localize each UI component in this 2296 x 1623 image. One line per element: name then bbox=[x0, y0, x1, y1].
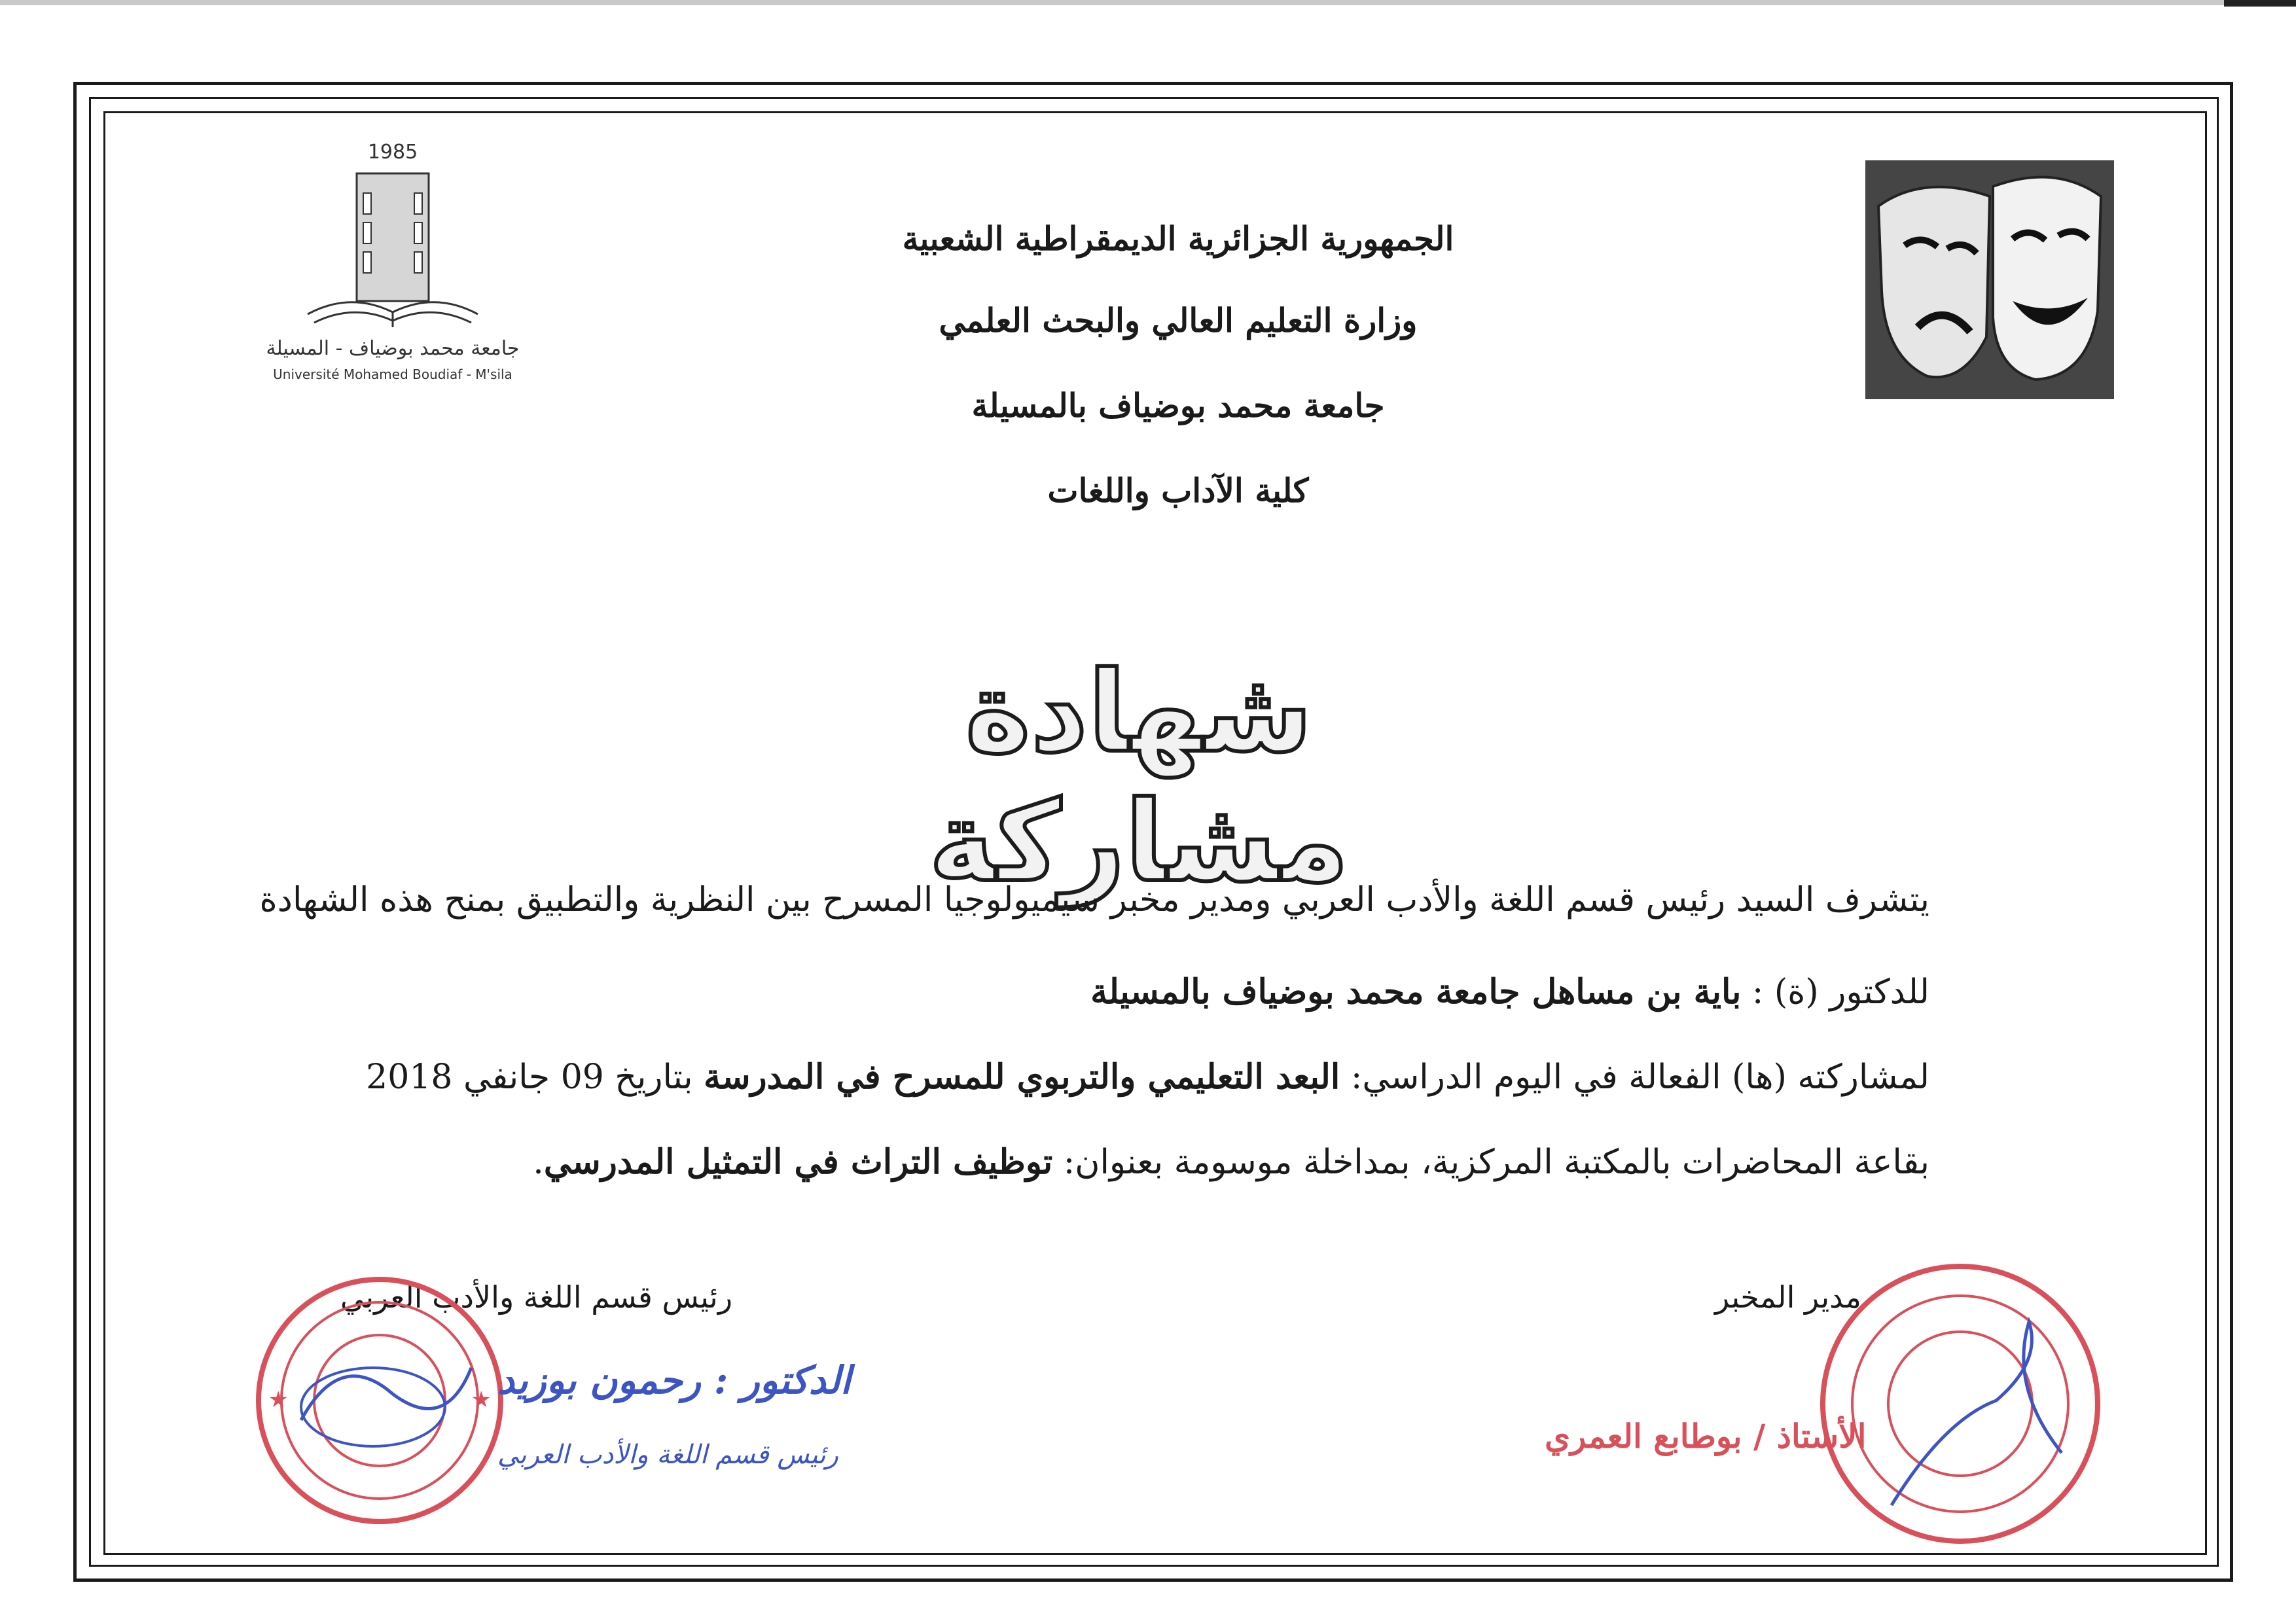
event-prefix: لمشاركته (ها) الفعالة في اليوم الدراسي: bbox=[1340, 1058, 1929, 1097]
body-line-2 bbox=[1090, 972, 1929, 1012]
header-university: جامعة محمد بوضياف بالمسيلة bbox=[971, 386, 1385, 425]
university-logo bbox=[262, 141, 524, 389]
event-date: بتاريخ 09 جانفي 2018 bbox=[366, 1058, 704, 1097]
recipient-name: باية بن مساهل جامعة محمد بوضياف بالمسيلة bbox=[1090, 972, 1742, 1012]
logo-year: 1985 bbox=[367, 141, 418, 164]
body-line-1: يتشرف السيد رئيس قسم اللغة والأدب العربي ومدير مخبر سيميولوجيا المسرح بين النظرية والتطبيق بمنح هذه الشهادة bbox=[259, 880, 1929, 919]
department-head-role: رئيس قسم اللغة والأدب العربي bbox=[497, 1440, 838, 1470]
logo-name-arabic: جامعة محمد بوضياف - المسيلة bbox=[266, 337, 520, 360]
recipient-prefix: للدكتور (ة) : bbox=[1741, 972, 1929, 1012]
presentation-title: توظيف التراث في التمثيل المدرسي bbox=[543, 1142, 1053, 1182]
header-ministry: وزارة التعليم العالي والبحث العلمي bbox=[939, 301, 1418, 340]
scan-corner-mark bbox=[2224, 0, 2296, 7]
theatre-masks-image bbox=[1865, 160, 2114, 399]
svg-text:★: ★ bbox=[268, 1387, 289, 1413]
scan-edge bbox=[0, 0, 2296, 5]
body-line-4 bbox=[533, 1142, 1929, 1182]
body-line-3 bbox=[366, 1057, 1929, 1097]
department-stamp bbox=[249, 1270, 511, 1531]
event-topic: البعد التعليمي والتربوي للمسرح في المدرسة bbox=[704, 1057, 1340, 1097]
header-republic: الجمهورية الجزائرية الديمقراطية الشعبية bbox=[902, 219, 1454, 258]
certificate-title: شهادة مشاركة bbox=[929, 648, 1349, 907]
theatre-masks-icon bbox=[1865, 160, 2114, 399]
department-head-title: رئيس قسم اللغة والأدب العربي bbox=[340, 1279, 733, 1315]
laboratory-stamp bbox=[1813, 1257, 2108, 1551]
department-head-signature: الدكتور : رحمون بوزيد bbox=[497, 1358, 851, 1402]
presentation-prefix: بقاعة المحاضرات بالمكتبة المركزية، بمداخلة موسومة بعنوان: bbox=[1052, 1143, 1929, 1182]
logo-name-french: Université Mohamed Boudiaf - M'sila bbox=[273, 366, 512, 382]
presentation-end: . bbox=[533, 1143, 544, 1182]
lab-director-title: مدير المخبر bbox=[1715, 1279, 1861, 1315]
lab-director-signature: الأستاذ / بوطابع العمري bbox=[1545, 1417, 1867, 1455]
svg-text:★: ★ bbox=[471, 1387, 492, 1413]
university-tower-icon bbox=[301, 167, 484, 334]
header-faculty: كلية الآداب واللغات bbox=[1047, 471, 1309, 510]
